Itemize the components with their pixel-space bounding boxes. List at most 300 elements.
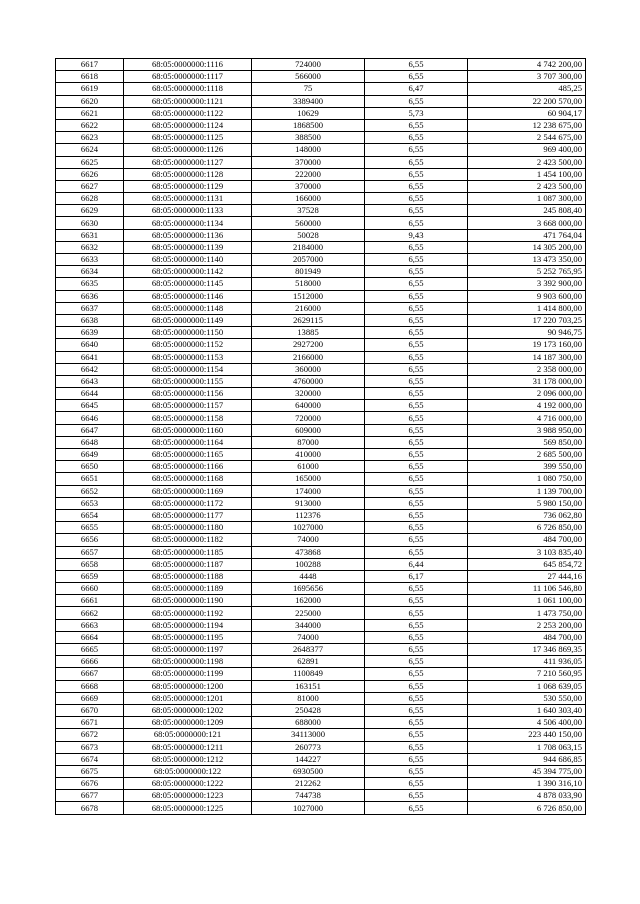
amount-cell: 4 716 000,00 [468,412,586,424]
rate-cell: 6,55 [365,631,468,643]
row-number-cell: 6626 [56,168,124,180]
area-cell: 74000 [252,631,365,643]
row-number-cell: 6635 [56,278,124,290]
cadastral-number-cell: 68:05:0000000:1211 [124,741,252,753]
area-cell: 212262 [252,778,365,790]
cadastral-number-cell: 68:05:0000000:1148 [124,302,252,314]
cadastral-number-cell: 68:05:0000000:1182 [124,534,252,546]
row-number-cell: 6641 [56,351,124,363]
table-row [56,449,586,461]
rate-cell: 6,55 [365,668,468,680]
rate-cell: 9,43 [365,229,468,241]
cadastral-number-cell: 68:05:0000000:1154 [124,363,252,375]
cadastral-number-cell: 68:05:0000000:1209 [124,717,252,729]
table-row [56,400,586,412]
row-number-cell: 6644 [56,388,124,400]
rate-cell: 6,55 [365,339,468,351]
table-row [56,351,586,363]
amount-cell: 4 742 200,00 [468,59,586,71]
amount-cell: 1 640 303,40 [468,704,586,716]
table-row [56,217,586,229]
table-row [56,375,586,387]
table-row [56,497,586,509]
amount-cell: 3 668 000,00 [468,217,586,229]
rate-cell: 6,55 [365,546,468,558]
rate-cell: 6,55 [365,485,468,497]
amount-cell: 399 550,00 [468,461,586,473]
area-cell: 37528 [252,205,365,217]
row-number-cell: 6625 [56,156,124,168]
area-cell: 2166000 [252,351,365,363]
rate-cell: 6,55 [365,595,468,607]
amount-cell: 11 106 546,80 [468,583,586,595]
area-cell: 250428 [252,704,365,716]
cadastral-number-cell: 68:05:0000000:1177 [124,509,252,521]
amount-cell: 736 062,80 [468,509,586,521]
rate-cell: 6,55 [365,71,468,83]
table-row [56,205,586,217]
rate-cell: 6,55 [365,119,468,131]
rate-cell: 6,55 [365,644,468,656]
cadastral-number-cell: 68:05:0000000:1225 [124,802,252,814]
cadastral-number-cell: 68:05:0000000:1169 [124,485,252,497]
amount-cell: 2 358 000,00 [468,363,586,375]
row-number-cell: 6648 [56,436,124,448]
area-cell: 720000 [252,412,365,424]
cadastral-number-cell: 68:05:0000000:1146 [124,290,252,302]
table-row [56,314,586,326]
area-cell: 75 [252,83,365,95]
area-cell: 4760000 [252,375,365,387]
amount-cell: 3 392 900,00 [468,278,586,290]
cadastral-number-cell: 68:05:0000000:1168 [124,473,252,485]
amount-cell: 2 096 000,00 [468,388,586,400]
area-cell: 724000 [252,59,365,71]
row-number-cell: 6662 [56,607,124,619]
rate-cell: 6,55 [365,704,468,716]
cadastral-number-cell: 68:05:0000000:1117 [124,71,252,83]
table-row [56,802,586,814]
cadastral-number-cell: 68:05:0000000:1172 [124,497,252,509]
amount-cell: 60 904,17 [468,107,586,119]
area-cell: 74000 [252,534,365,546]
table-row [56,546,586,558]
area-cell: 216000 [252,302,365,314]
rate-cell: 6,55 [365,692,468,704]
rate-cell: 6,55 [365,436,468,448]
area-cell: 1027000 [252,522,365,534]
table-row [56,119,586,131]
table-row [56,778,586,790]
table-row [56,509,586,521]
table-row [56,95,586,107]
rate-cell: 6,55 [365,473,468,485]
area-cell: 10629 [252,107,365,119]
table-row [56,570,586,582]
cadastral-number-cell: 68:05:0000000:1139 [124,241,252,253]
area-cell: 410000 [252,449,365,461]
rate-cell: 6,55 [365,778,468,790]
amount-cell: 14 305 200,00 [468,241,586,253]
rate-cell: 6,55 [365,449,468,461]
area-cell: 688000 [252,717,365,729]
amount-cell: 1 139 700,00 [468,485,586,497]
rate-cell: 6,55 [365,400,468,412]
rate-cell: 6,55 [365,790,468,802]
table-row [56,193,586,205]
cadastral-number-cell: 68:05:0000000:1133 [124,205,252,217]
table-row [56,729,586,741]
rate-cell: 6,55 [365,619,468,631]
rate-cell: 6,55 [365,156,468,168]
table-row [56,619,586,631]
cadastral-number-cell: 68:05:0000000:1166 [124,461,252,473]
cadastral-number-cell: 68:05:0000000:1185 [124,546,252,558]
area-cell: 344000 [252,619,365,631]
row-number-cell: 6643 [56,375,124,387]
area-cell: 260773 [252,741,365,753]
row-number-cell: 6671 [56,717,124,729]
row-number-cell: 6640 [56,339,124,351]
row-number-cell: 6670 [56,704,124,716]
cadastral-number-cell: 68:05:0000000:1192 [124,607,252,619]
table-row [56,71,586,83]
row-number-cell: 6664 [56,631,124,643]
amount-cell: 9 903 600,00 [468,290,586,302]
rate-cell: 6,55 [365,132,468,144]
amount-cell: 1 454 100,00 [468,168,586,180]
area-cell: 50028 [252,229,365,241]
cadastral-number-cell: 68:05:0000000:1199 [124,668,252,680]
cadastral-number-cell: 68:05:0000000:1190 [124,595,252,607]
area-cell: 4448 [252,570,365,582]
amount-cell: 569 850,00 [468,436,586,448]
amount-cell: 4 192 000,00 [468,400,586,412]
cadastral-number-cell: 68:05:0000000:121 [124,729,252,741]
amount-cell: 223 440 150,00 [468,729,586,741]
table-row [56,485,586,497]
amount-cell: 1 061 100,00 [468,595,586,607]
cadastral-number-cell: 68:05:0000000:1122 [124,107,252,119]
area-cell: 744738 [252,790,365,802]
rate-cell: 6,55 [365,278,468,290]
cadastral-number-cell: 68:05:0000000:1180 [124,522,252,534]
row-number-cell: 6661 [56,595,124,607]
area-cell: 163151 [252,680,365,692]
amount-cell: 14 187 300,00 [468,351,586,363]
rate-cell: 5,73 [365,107,468,119]
row-number-cell: 6628 [56,193,124,205]
cadastral-number-cell: 68:05:0000000:1121 [124,95,252,107]
table-row [56,412,586,424]
table-row [56,156,586,168]
area-cell: 473868 [252,546,365,558]
cadastral-number-cell: 68:05:0000000:1158 [124,412,252,424]
row-number-cell: 6636 [56,290,124,302]
table-row [56,717,586,729]
table-row [56,534,586,546]
document-page [55,58,585,815]
row-number-cell: 6674 [56,753,124,765]
area-cell: 609000 [252,424,365,436]
area-cell: 81000 [252,692,365,704]
row-number-cell: 6655 [56,522,124,534]
cadastral-number-cell: 68:05:0000000:1200 [124,680,252,692]
table-row [56,424,586,436]
table-row [56,229,586,241]
row-number-cell: 6656 [56,534,124,546]
cadastral-number-cell: 68:05:0000000:122 [124,765,252,777]
row-number-cell: 6677 [56,790,124,802]
amount-cell: 5 252 765,95 [468,266,586,278]
table-row [56,327,586,339]
cadastral-number-cell: 68:05:0000000:1153 [124,351,252,363]
area-cell: 2648377 [252,644,365,656]
area-cell: 34113000 [252,729,365,741]
table-body [56,59,586,815]
table-row [56,59,586,71]
cadastral-number-cell: 68:05:0000000:1149 [124,314,252,326]
row-number-cell: 6647 [56,424,124,436]
amount-cell: 2 685 500,00 [468,449,586,461]
table-row [56,461,586,473]
row-number-cell: 6631 [56,229,124,241]
area-cell: 148000 [252,144,365,156]
rate-cell: 6,55 [365,656,468,668]
cadastral-value-table [55,58,586,815]
cadastral-number-cell: 68:05:0000000:1157 [124,400,252,412]
row-number-cell: 6663 [56,619,124,631]
cadastral-number-cell: 68:05:0000000:1142 [124,266,252,278]
table-row [56,83,586,95]
amount-cell: 530 550,00 [468,692,586,704]
amount-cell: 4 878 033,90 [468,790,586,802]
table-row [56,631,586,643]
row-number-cell: 6642 [56,363,124,375]
row-number-cell: 6673 [56,741,124,753]
rate-cell: 6,55 [365,509,468,521]
table-row [56,168,586,180]
amount-cell: 245 808,40 [468,205,586,217]
amount-cell: 17 220 703,25 [468,314,586,326]
area-cell: 370000 [252,180,365,192]
amount-cell: 2 544 675,00 [468,132,586,144]
amount-cell: 484 700,00 [468,631,586,643]
amount-cell: 1 473 750,00 [468,607,586,619]
rate-cell: 6,55 [365,314,468,326]
amount-cell: 944 686,85 [468,753,586,765]
table-row [56,363,586,375]
amount-cell: 2 423 500,00 [468,180,586,192]
cadastral-number-cell: 68:05:0000000:1131 [124,193,252,205]
area-cell: 1695656 [252,583,365,595]
row-number-cell: 6654 [56,509,124,521]
rate-cell: 6,55 [365,351,468,363]
row-number-cell: 6627 [56,180,124,192]
row-number-cell: 6667 [56,668,124,680]
cadastral-number-cell: 68:05:0000000:1188 [124,570,252,582]
area-cell: 1100849 [252,668,365,680]
row-number-cell: 6620 [56,95,124,107]
cadastral-number-cell: 68:05:0000000:1145 [124,278,252,290]
amount-cell: 19 173 160,00 [468,339,586,351]
rate-cell: 6,55 [365,168,468,180]
rate-cell: 6,55 [365,753,468,765]
rate-cell: 6,55 [365,802,468,814]
rate-cell: 6,55 [365,241,468,253]
table-row [56,144,586,156]
row-number-cell: 6621 [56,107,124,119]
cadastral-number-cell: 68:05:0000000:1194 [124,619,252,631]
amount-cell: 22 200 570,00 [468,95,586,107]
cadastral-number-cell: 68:05:0000000:1129 [124,180,252,192]
table-row [56,656,586,668]
row-number-cell: 6638 [56,314,124,326]
cadastral-number-cell: 68:05:0000000:1126 [124,144,252,156]
amount-cell: 484 700,00 [468,534,586,546]
table-row [56,595,586,607]
amount-cell: 969 400,00 [468,144,586,156]
table-row [56,388,586,400]
amount-cell: 1 080 750,00 [468,473,586,485]
cadastral-number-cell: 68:05:0000000:1134 [124,217,252,229]
area-cell: 370000 [252,156,365,168]
table-row [56,339,586,351]
rate-cell: 6,55 [365,741,468,753]
area-cell: 1027000 [252,802,365,814]
row-number-cell: 6624 [56,144,124,156]
amount-cell: 12 238 675,00 [468,119,586,131]
row-number-cell: 6666 [56,656,124,668]
cadastral-number-cell: 68:05:0000000:1124 [124,119,252,131]
area-cell: 2057000 [252,254,365,266]
cadastral-number-cell: 68:05:0000000:1150 [124,327,252,339]
rate-cell: 6,47 [365,83,468,95]
amount-cell: 27 444,16 [468,570,586,582]
cadastral-number-cell: 68:05:0000000:1164 [124,436,252,448]
table-row [56,132,586,144]
table-row [56,254,586,266]
cadastral-number-cell: 68:05:0000000:1202 [124,704,252,716]
cadastral-number-cell: 68:05:0000000:1197 [124,644,252,656]
rate-cell: 6,55 [365,144,468,156]
row-number-cell: 6630 [56,217,124,229]
area-cell: 640000 [252,400,365,412]
amount-cell: 645 854,72 [468,558,586,570]
table-row [56,290,586,302]
cadastral-number-cell: 68:05:0000000:1116 [124,59,252,71]
cadastral-number-cell: 68:05:0000000:1160 [124,424,252,436]
table-row [56,180,586,192]
cadastral-number-cell: 68:05:0000000:1212 [124,753,252,765]
table-row [56,241,586,253]
amount-cell: 17 346 869,35 [468,644,586,656]
table-row [56,583,586,595]
amount-cell: 2 423 500,00 [468,156,586,168]
area-cell: 320000 [252,388,365,400]
row-number-cell: 6650 [56,461,124,473]
rate-cell: 6,55 [365,217,468,229]
row-number-cell: 6645 [56,400,124,412]
area-cell: 112376 [252,509,365,521]
table-row [56,302,586,314]
row-number-cell: 6672 [56,729,124,741]
amount-cell: 1 708 063,15 [468,741,586,753]
cadastral-number-cell: 68:05:0000000:1128 [124,168,252,180]
cadastral-number-cell: 68:05:0000000:1136 [124,229,252,241]
rate-cell: 6,55 [365,205,468,217]
table-row [56,107,586,119]
table-row [56,278,586,290]
rate-cell: 6,55 [365,254,468,266]
cadastral-number-cell: 68:05:0000000:1189 [124,583,252,595]
amount-cell: 6 726 850,00 [468,802,586,814]
rate-cell: 6,55 [365,424,468,436]
area-cell: 360000 [252,363,365,375]
amount-cell: 411 936,05 [468,656,586,668]
table-row [56,790,586,802]
table-row [56,644,586,656]
row-number-cell: 6618 [56,71,124,83]
area-cell: 100288 [252,558,365,570]
cadastral-number-cell: 68:05:0000000:1118 [124,83,252,95]
rate-cell: 6,55 [365,302,468,314]
table-row [56,668,586,680]
row-number-cell: 6653 [56,497,124,509]
area-cell: 518000 [252,278,365,290]
cadastral-number-cell: 68:05:0000000:1125 [124,132,252,144]
amount-cell: 3 988 950,00 [468,424,586,436]
row-number-cell: 6660 [56,583,124,595]
row-number-cell: 6649 [56,449,124,461]
area-cell: 560000 [252,217,365,229]
table-row [56,522,586,534]
row-number-cell: 6629 [56,205,124,217]
rate-cell: 6,55 [365,583,468,595]
row-number-cell: 6633 [56,254,124,266]
table-row [56,692,586,704]
row-number-cell: 6651 [56,473,124,485]
rate-cell: 6,55 [365,180,468,192]
amount-cell: 1 390 316,10 [468,778,586,790]
rate-cell: 6,55 [365,412,468,424]
row-number-cell: 6665 [56,644,124,656]
row-number-cell: 6669 [56,692,124,704]
area-cell: 87000 [252,436,365,448]
rate-cell: 6,44 [365,558,468,570]
area-cell: 2629115 [252,314,365,326]
cadastral-number-cell: 68:05:0000000:1165 [124,449,252,461]
table-row [56,680,586,692]
rate-cell: 6,55 [365,765,468,777]
cadastral-number-cell: 68:05:0000000:1155 [124,375,252,387]
cadastral-number-cell: 68:05:0000000:1223 [124,790,252,802]
rate-cell: 6,55 [365,729,468,741]
row-number-cell: 6668 [56,680,124,692]
area-cell: 2184000 [252,241,365,253]
area-cell: 566000 [252,71,365,83]
area-cell: 144227 [252,753,365,765]
row-number-cell: 6678 [56,802,124,814]
rate-cell: 6,55 [365,193,468,205]
amount-cell: 3 707 300,00 [468,71,586,83]
area-cell: 225000 [252,607,365,619]
area-cell: 165000 [252,473,365,485]
rate-cell: 6,55 [365,388,468,400]
amount-cell: 4 506 400,00 [468,717,586,729]
area-cell: 801949 [252,266,365,278]
row-number-cell: 6623 [56,132,124,144]
